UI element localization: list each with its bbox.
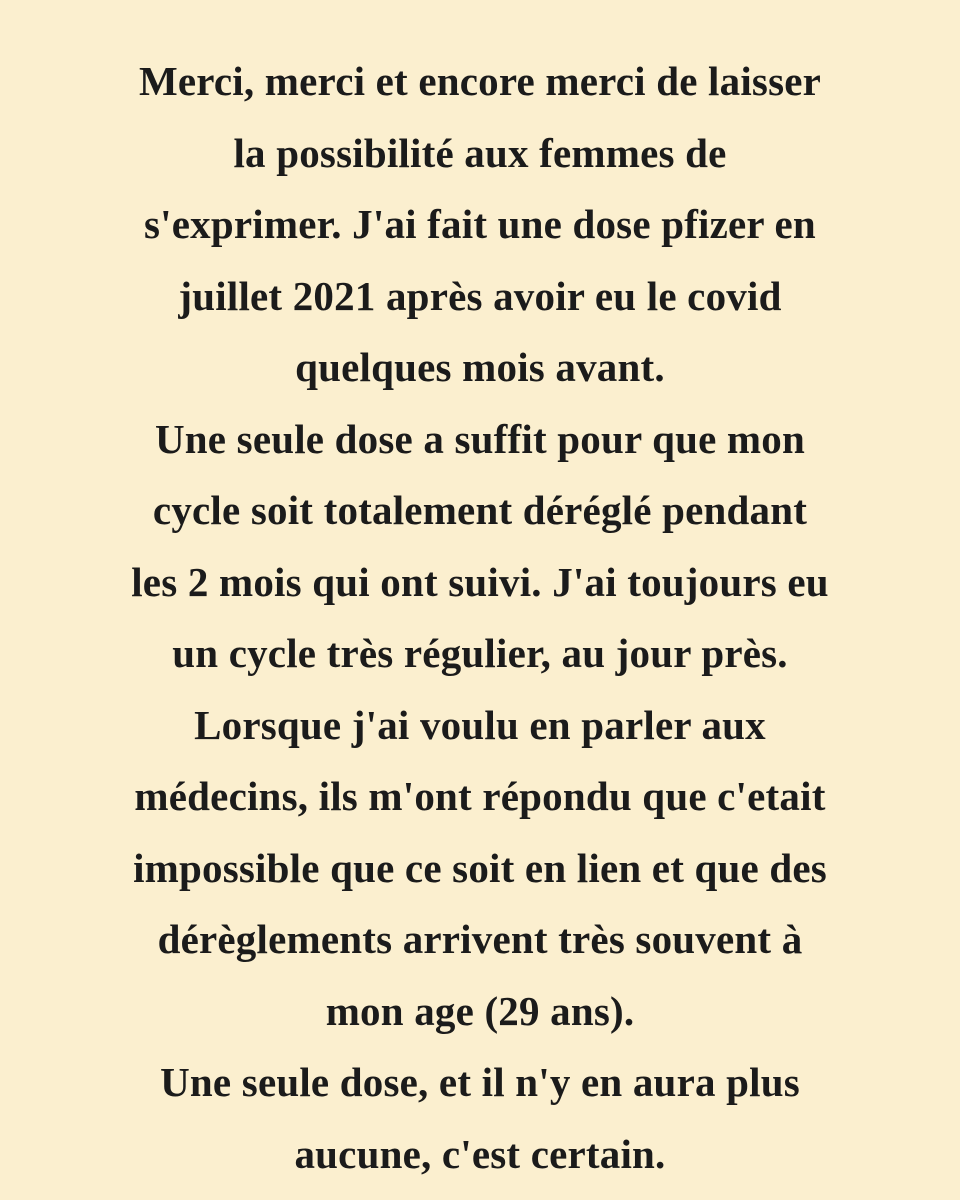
testimony-line: mon age (29 ans).	[325, 987, 635, 1034]
testimony-line: la possibilité aux femmes de	[233, 129, 727, 176]
testimony-line: médecins, ils m'ont répondu que c'etait	[134, 773, 826, 819]
testimony-line: Lorsque j'ai voulu en parler aux	[194, 701, 766, 748]
testimony-line: Une seule dose a suffit pour que mon	[155, 415, 805, 462]
testimony-line: quelques mois avant.	[295, 344, 665, 390]
testimony-line: Une seule dose, et il n'y en aura plus	[160, 1059, 800, 1105]
testimony-line: les 2 mois qui ont suivi. J'ai toujours eu	[131, 558, 829, 605]
testimony-line: Merci, merci et encore merci de laisser	[138, 58, 822, 104]
testimony-text	[40, 46, 920, 1190]
testimony-line: juillet 2021 après avoir eu le covid	[178, 272, 782, 319]
testimony-line: impossible que ce soit en lien et que des	[133, 844, 827, 891]
testimony-line: aucune, c'est certain.	[294, 1130, 666, 1177]
testimony-line: cycle soit totalement déréglé pendant	[152, 487, 808, 533]
testimony-line: un cycle très régulier, au jour près.	[172, 630, 788, 676]
testimony-line: s'exprimer. J'ai fait une dose pfizer en	[144, 201, 816, 247]
testimony-line: dérèglements arrivent très souvent à	[157, 916, 803, 962]
